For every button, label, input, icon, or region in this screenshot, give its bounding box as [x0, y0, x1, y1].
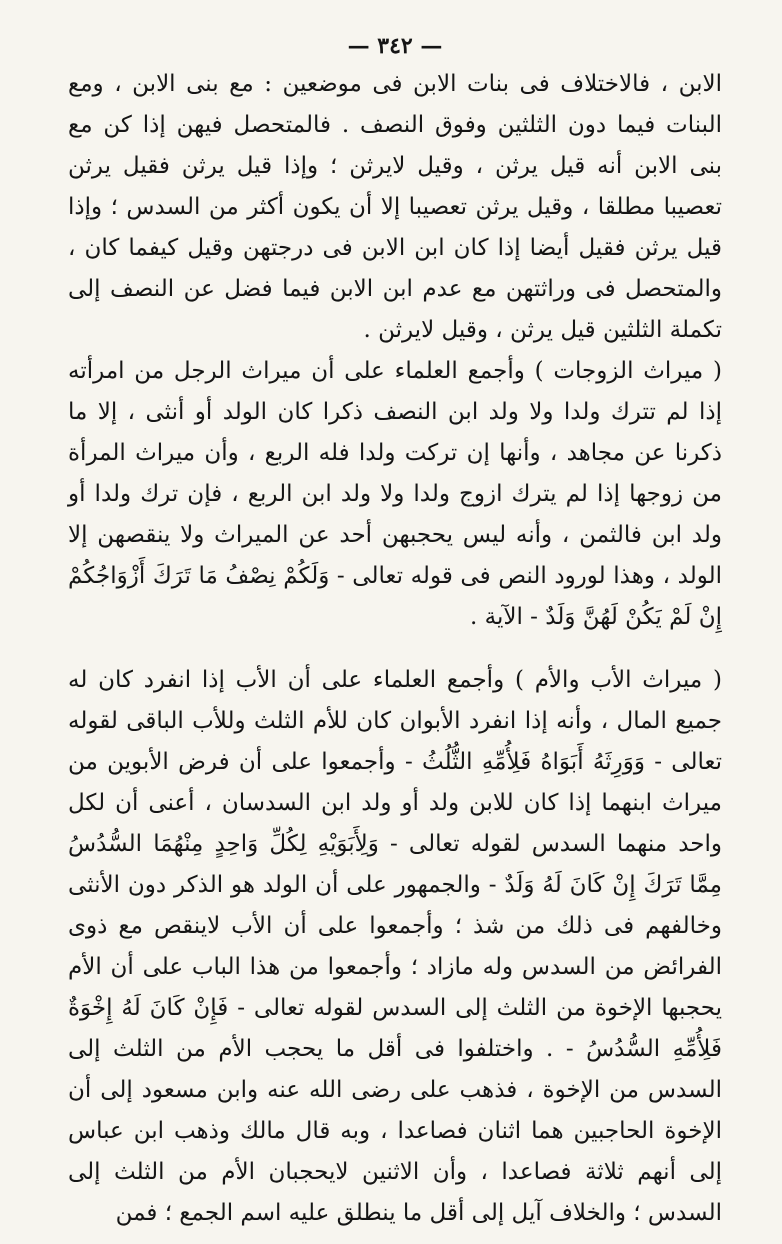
page-number: — ٣٤٢ —: [347, 33, 443, 59]
paragraph-parents-inheritance: ( ميراث الأب والأم ) وأجمع العلماء على أن الأب إذا انفرد كان له جميع المال ، وأنه إذا انفرد الأبوان كان للأم الثلث وللأب الباقى لقوله تعالى - وَوَرِثَهُ أَبَوَاهُ فَلِأُمِّهِ الثُّلُثُ - وأجمعوا على أن فرض الأبوين من ميراث ابنهما إذا كان للابن ولد أو ولد ابن السدسان ، أعنى أن لكل واحد منهما السدس لقوله تعالى - وَلِأَبَوَيْهِ لِكُلِّ وَاحِدٍ مِنْهُمَا السُّدُسُ مِمَّا تَرَكَ إِنْ كَانَ لَهُ وَلَدٌ - والجمهور على أن الولد هو الذكر دون الأنثى وخالفهم فى ذلك من شذ ؛ وأجمعوا على أن الأب لاينقص مع ذوى الفرائض من السدس وله مازاد ؛ وأجمعوا من هذا الباب على أن الأم يحجبها الإخوة من الثلث إلى السدس لقوله تعالى - فَإِنْ كَانَ لَهُ إِخْوَةٌ فَلِأُمِّهِ السُّدُسُ - . واختلفوا فى أقل ما يحجب الأم من الثلث إلى السدس من الإخوة ، فذهب على رضى الله عنه وابن مسعود إلى أن الإخوة الحاجبين هما اثنان فصاعدا ، وبه قال مالك وذهب ابن عباس إلى أنهم ثلاثة فصاعدا ، وأن الاثنين لايحجبان الأم من الثلث إلى السدس ؛ والخلاف آيل إلى أقل ما ينطلق عليه اسم الجمع ؛ فمن: [68, 667, 722, 1226]
paragraph-inheritance-granddaughters: الابن ، فالاختلاف فى بنات الابن فى موضعين : مع بنى الابن ، ومع البنات فيما دون الثلثين وفوق النصف . فالمتحصل فيهن إذا كن مع بنى الابن أنه قيل يرثن ، وقيل لايرثن ؛ وإذا قيل يرثن فقيل يرثن تعصيبا مطلقا ، وقيل يرثن تعصيبا إلا أن يكون أكثر من السدس ؛ وإذا قيل يرثن فقيل أيضا إذا كان ابن الابن فى درجتهن وقيل كيفما كان ، والمتحصل فى وراثتهن مع عدم ابن الابن فيما فضل عن النصف إلى تكملة الثلثين قيل يرثن ، وقيل لايرثن .: [68, 71, 722, 343]
paragraph-spouses-inheritance: ( ميراث الزوجات ) وأجمع العلماء على أن ميراث الرجل من امرأته إذا لم تترك ولدا ولا ولد ابن النصف ذكرا كان الولد أو أنثى ، إلا ما ذكرنا عن مجاهد ، وأنها إن تركت ولدا فله الربع ، وأن ميراث المرأة من زوجها إذا لم يترك ازوج ولدا ولا ولد ابن الربع ، فإن ترك ولدا أو ولد ابن فالثمن ، وأنه ليس يحجبهن أحد عن الميراث ولا ينقصهن إلا الولد ، وهذا لورود النص فى قوله تعالى - وَلَكُمْ نِصْفُ مَا تَرَكَ أَزْوَاجُكُمْ إِنْ لَمْ يَكُنْ لَهُنَّ وَلَدٌ - الآية .: [68, 358, 722, 630]
section-gap: [68, 638, 722, 660]
